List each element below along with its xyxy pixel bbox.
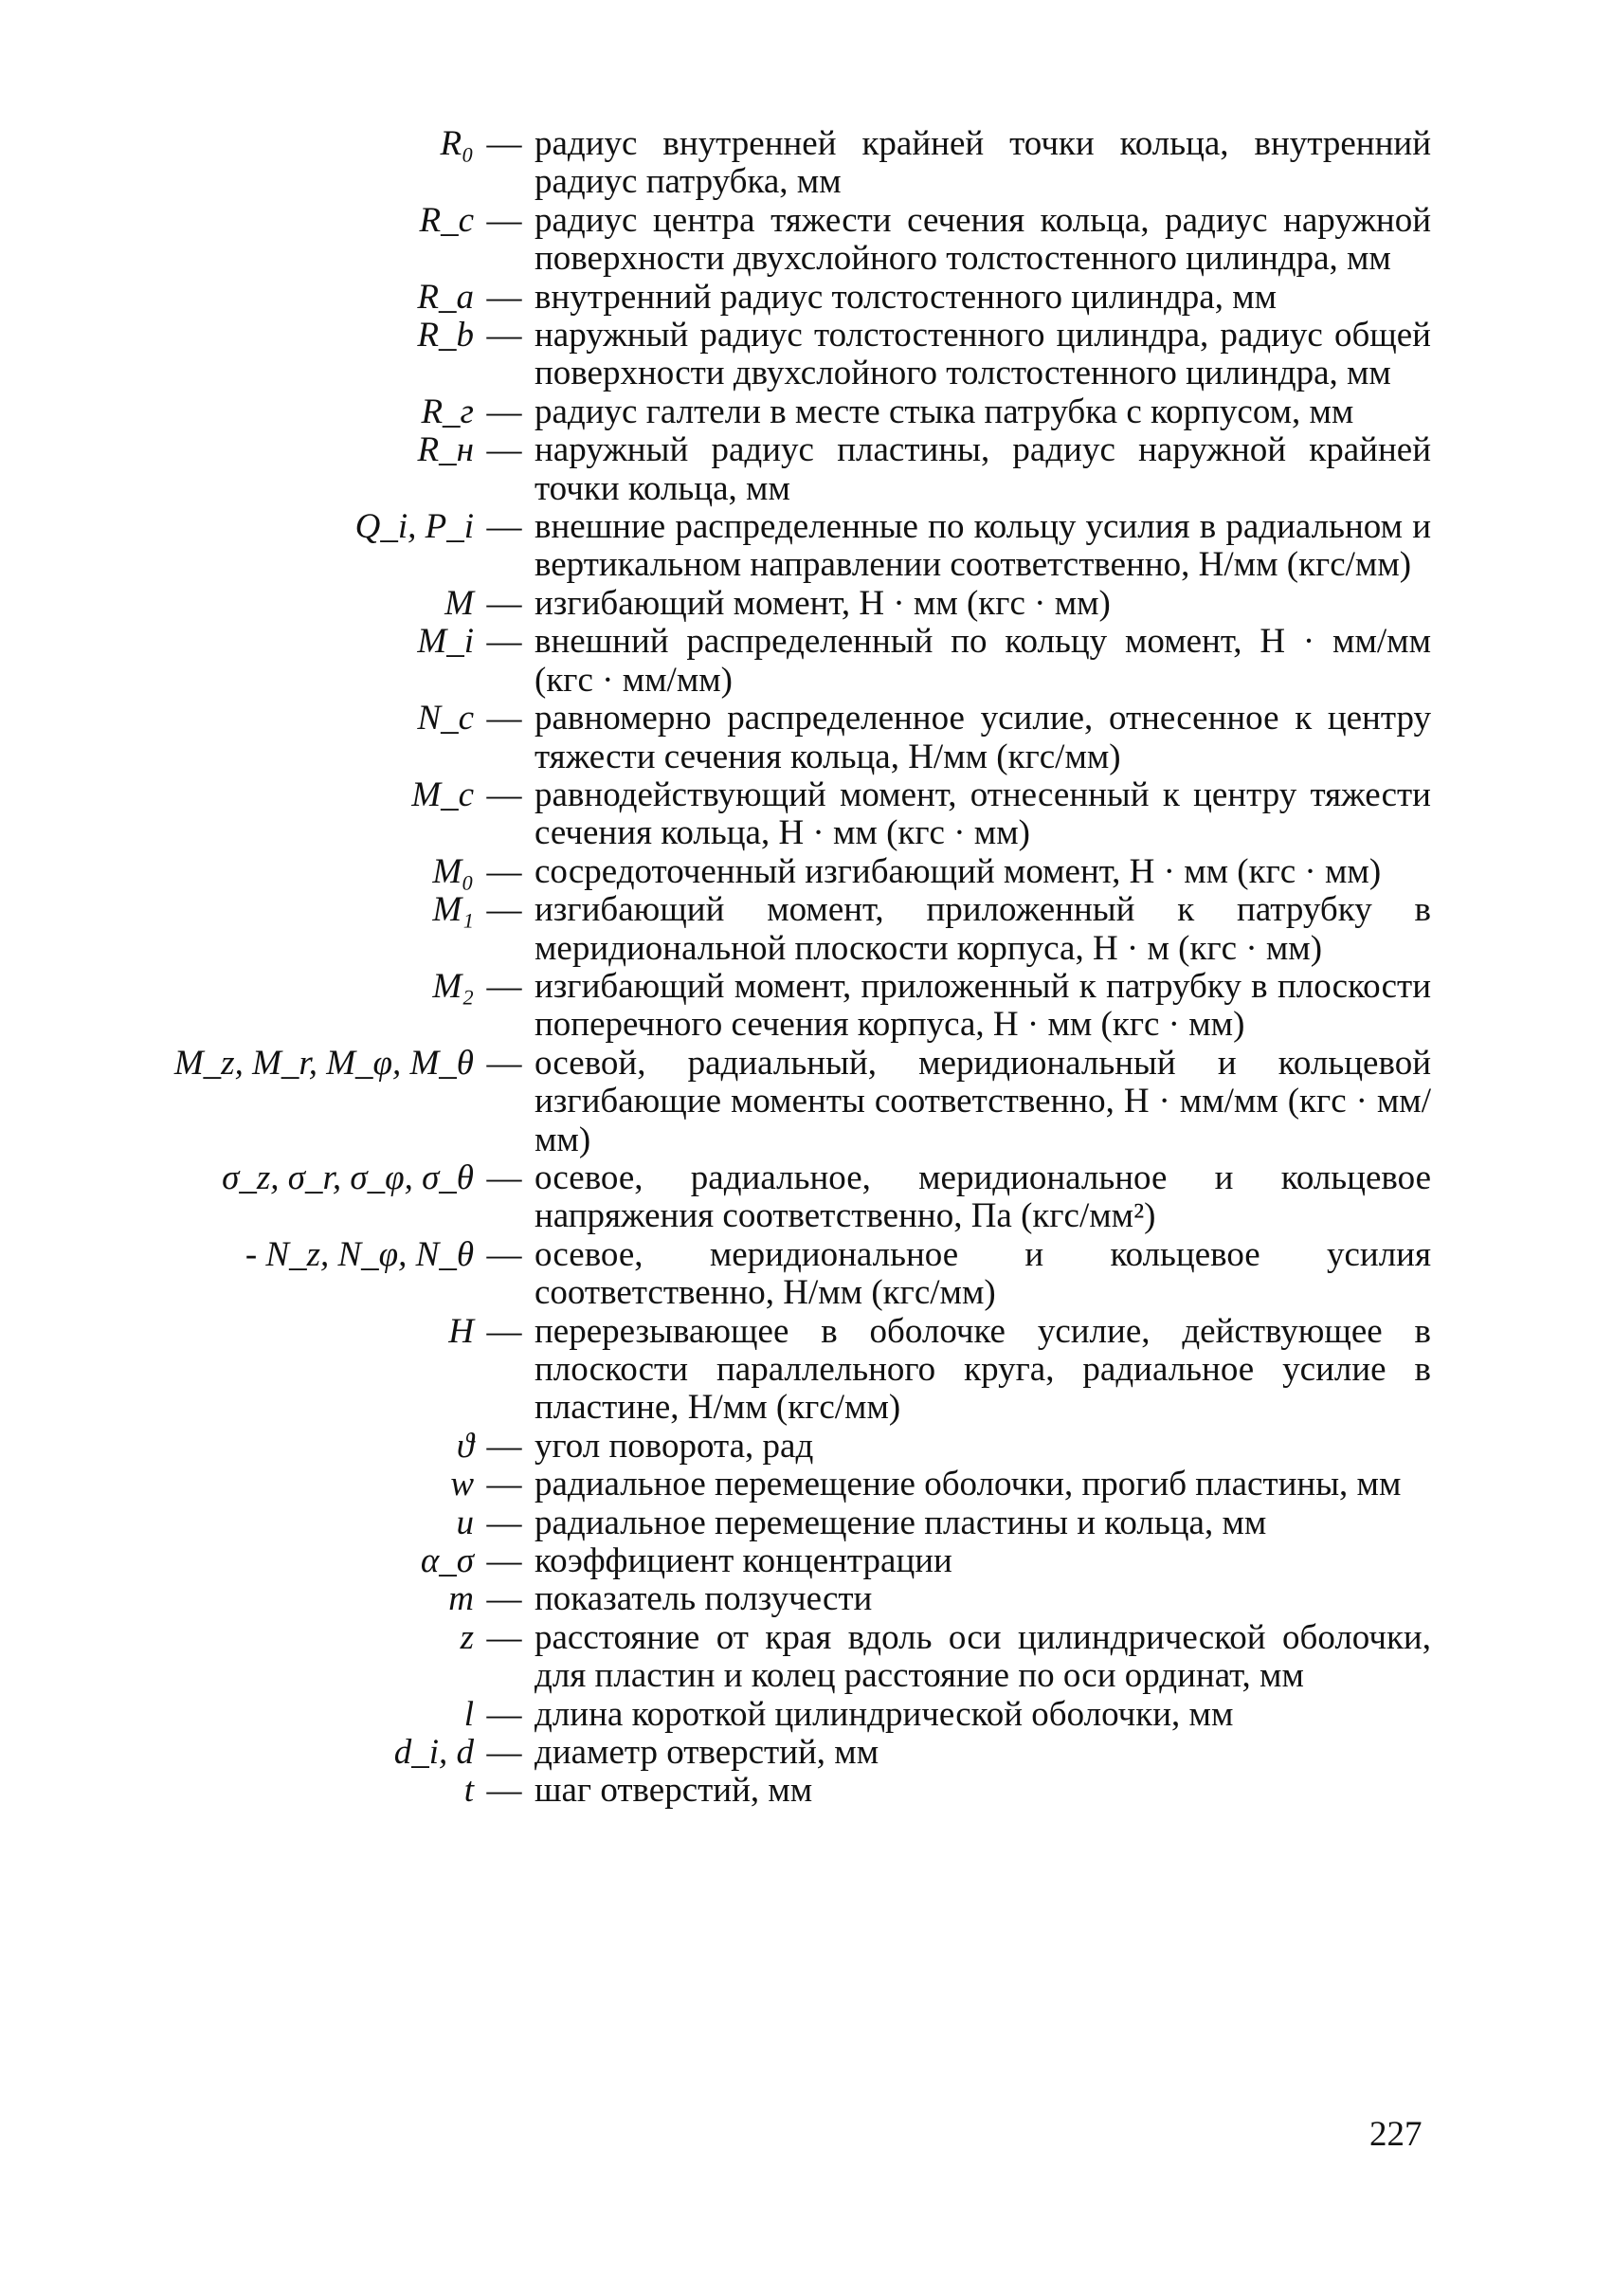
symbol-list — [142, 125, 1431, 1811]
dash: — — [486, 1541, 522, 1581]
definition: изгибающий момент, приложенный к патрубку в плоскости поперечного сечения корпуса, Н · мм (кгс · мм) — [535, 966, 1431, 1045]
definition: перерезывающее в оболочке усилие, действующее в плоскости параллельного круга, радиальное усилие в пластине, Н/мм (кгс/мм) — [535, 1311, 1431, 1428]
list-item — [142, 1159, 1431, 1236]
definition: внешний распределенный по кольцу момент, Н · мм/мм (кгс · мм/мм) — [535, 622, 1431, 700]
dash: — — [486, 1503, 522, 1542]
definition: длина короткой цилиндрической оболочки, мм — [535, 1694, 1234, 1734]
list-item — [142, 508, 1431, 585]
definition: радиус центра тяжести сечения кольца, радиус наружной поверхности двухслойного толстостенного цилиндра, мм — [535, 200, 1431, 279]
symbol: α_σ — [420, 1541, 474, 1581]
definition: осевое, радиальное, меридиональное и кольцевое напряжения соответственно, Па (кгс/мм²) — [535, 1157, 1431, 1236]
definition: радиальное перемещение пластины и кольца, мм — [535, 1503, 1267, 1542]
symbol: w — [450, 1465, 474, 1504]
list-item — [142, 1772, 1431, 1810]
definition: радиальное перемещение оболочки, прогиб пластины, мм — [535, 1465, 1402, 1504]
symbol: M₁ — [432, 890, 474, 930]
list-item — [142, 623, 1431, 700]
symbol: ϑ — [456, 1426, 474, 1466]
list-item — [142, 317, 1431, 393]
list-item — [142, 1428, 1431, 1466]
symbol: Q_i, P_i — [354, 507, 474, 547]
list-item — [142, 700, 1431, 776]
dash: — — [486, 277, 522, 317]
definition: внешние распределенные по кольцу усилия в радиальном и вертикальном направлении соответственно, Н/мм (кгс/мм) — [535, 507, 1431, 585]
symbol: N_c — [417, 699, 474, 738]
symbol: M_z, M_r, M_φ, M_θ — [173, 1043, 474, 1083]
definition: коэффициент концентрации — [535, 1541, 952, 1581]
symbol: l — [463, 1694, 474, 1734]
list-item — [142, 891, 1431, 968]
dash: — — [486, 507, 522, 547]
dash: — — [486, 1617, 522, 1657]
symbol: M₀ — [432, 851, 474, 891]
dash: — — [486, 430, 522, 470]
list-item — [142, 1696, 1431, 1734]
dash: — — [486, 124, 522, 163]
list-item — [142, 853, 1431, 891]
symbol: m — [448, 1579, 474, 1619]
dash: — — [486, 1579, 522, 1619]
definition: сосредоточенный изгибающий момент, Н · мм (кгс · мм) — [535, 851, 1382, 891]
list-item — [142, 1504, 1431, 1542]
symbol: M_i — [417, 622, 474, 662]
dash: — — [486, 851, 522, 891]
list-item — [142, 1580, 1431, 1618]
symbol: u — [456, 1503, 474, 1542]
symbol: M_c — [411, 774, 474, 814]
list-item — [142, 1734, 1431, 1772]
definition: наружный радиус пластины, радиус наружной крайней точки кольца, мм — [535, 430, 1431, 508]
dash: — — [486, 200, 522, 240]
dash: — — [486, 966, 522, 1006]
symbol: d_i, d — [393, 1733, 474, 1773]
dash: — — [486, 1157, 522, 1197]
dash: — — [486, 774, 522, 814]
list-item — [142, 202, 1431, 279]
definition: диаметр отверстий, мм — [535, 1733, 879, 1773]
definition: радиус внутренней крайней точки кольца, внутренний радиус патрубка, мм — [535, 124, 1431, 202]
symbol: - N_z, N_φ, N_θ — [245, 1234, 474, 1274]
definition: осевое, меридиональное и кольцевое усилия соответственно, Н/мм (кгс/мм) — [535, 1234, 1431, 1313]
dash: — — [486, 1311, 522, 1351]
list-item — [142, 585, 1431, 623]
symbol: M — [444, 583, 474, 623]
dash: — — [486, 316, 522, 355]
list-item — [142, 776, 1431, 853]
definition: изгибающий момент, Н · мм (кгс · мм) — [535, 583, 1111, 623]
symbol: R_г — [421, 392, 474, 431]
dash: — — [486, 1234, 522, 1274]
definition: внутренний радиус толстостенного цилиндра, мм — [535, 277, 1278, 317]
definition: осевой, радиальный, меридиональный и кольцевой изгибающие моменты соответственно, Н · мм/мм (кгс · мм/мм) — [535, 1043, 1431, 1159]
list-item — [142, 1466, 1431, 1503]
definition: радиус галтели в месте стыка патрубка с корпусом, мм — [535, 392, 1354, 431]
dash: — — [486, 699, 522, 738]
list-item — [142, 431, 1431, 508]
list-item — [142, 1313, 1431, 1428]
list-item — [142, 1619, 1431, 1696]
dash: — — [486, 1043, 522, 1083]
dash: — — [486, 1733, 522, 1773]
list-item — [142, 1045, 1431, 1159]
list-item — [142, 279, 1431, 317]
definition: расстояние от края вдоль оси цилиндрической оболочки, для пластин и колец расстояние по оси ординат, мм — [535, 1617, 1431, 1696]
symbol: H — [448, 1311, 474, 1351]
symbol: R_c — [419, 200, 474, 240]
symbol: R₀ — [440, 124, 474, 163]
symbol: σ_z, σ_r, σ_φ, σ_θ — [222, 1157, 474, 1197]
dash: — — [486, 583, 522, 623]
dash: — — [486, 890, 522, 930]
dash: — — [486, 1426, 522, 1466]
list-item — [142, 1236, 1431, 1313]
definition: равномерно распределенное усилие, отнесенное к центру тяжести сечения кольца, Н/мм (кгс/мм) — [535, 699, 1431, 776]
symbol: M₂ — [432, 966, 474, 1006]
symbol: R_a — [417, 277, 474, 317]
dash: — — [486, 1465, 522, 1504]
symbol: R_b — [417, 316, 474, 355]
symbol: R_н — [417, 430, 474, 470]
dash: — — [486, 1771, 522, 1811]
definition: равнодействующий момент, отнесенный к центру тяжести сечения кольца, Н · мм (кгс · мм) — [535, 774, 1431, 853]
definition: изгибающий момент, приложенный к патрубку в меридиональной плоскости корпуса, Н · м (кгс · мм) — [535, 890, 1431, 968]
list-item — [142, 125, 1431, 202]
definition: показатель ползучести — [535, 1579, 873, 1619]
definition: наружный радиус толстостенного цилиндра, радиус общей поверхности двухслойного толстостенного цилиндра, мм — [535, 316, 1431, 393]
dash: — — [486, 392, 522, 431]
symbol: z — [460, 1617, 474, 1657]
page-number: 227 — [1369, 2115, 1423, 2154]
symbol: t — [463, 1771, 474, 1811]
definition: угол поворота, рад — [535, 1426, 814, 1466]
dash: — — [486, 622, 522, 662]
definition: шаг отверстий, мм — [535, 1771, 813, 1811]
list-item — [142, 393, 1431, 431]
list-item — [142, 1542, 1431, 1580]
list-item — [142, 968, 1431, 1045]
dash: — — [486, 1694, 522, 1734]
